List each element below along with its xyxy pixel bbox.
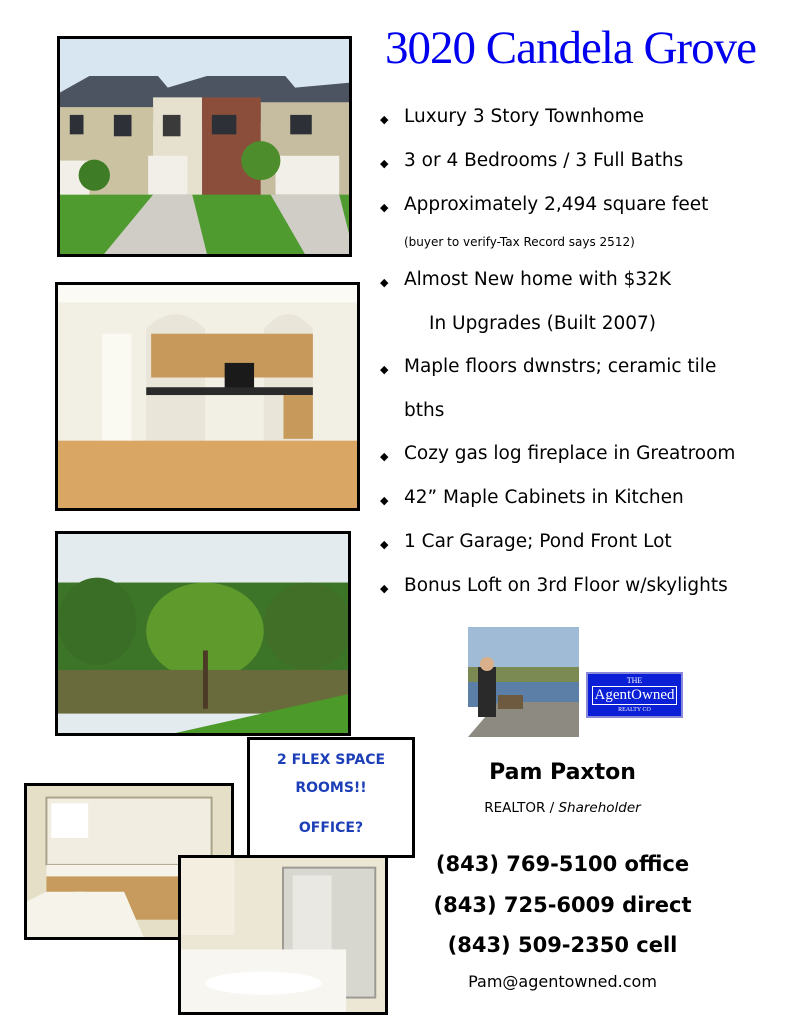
diamond-bullet-icon: ◆ xyxy=(380,450,389,463)
bathtub-shower-photo xyxy=(178,855,388,1015)
kitchen-interior-photo xyxy=(55,282,360,511)
diamond-bullet-icon: ◆ xyxy=(380,113,389,126)
townhome-exterior-photo xyxy=(57,36,352,257)
diamond-bullet-icon: ◆ xyxy=(380,494,389,507)
agentowned-realty-logo: THE AgentOwned REALTY CO xyxy=(586,672,683,718)
pond-lot-photo xyxy=(55,531,351,736)
listing-title: 3020 Candela Grove xyxy=(385,22,756,74)
diamond-bullet-icon: ◆ xyxy=(380,157,389,170)
diamond-bullet-icon: ◆ xyxy=(380,582,389,595)
flex-space-line-2: ROOMS!! xyxy=(295,780,367,796)
agent-name: Pam Paxton xyxy=(489,760,636,785)
diamond-bullet-icon: ◆ xyxy=(380,363,389,376)
diamond-bullet-icon: ◆ xyxy=(380,201,389,214)
phone-office[interactable]: (843) 769-5100 office xyxy=(435,852,690,876)
agent-email-link[interactable]: Pam@agentowned.com xyxy=(468,972,657,991)
phone-direct[interactable]: (843) 725-6009 direct xyxy=(433,893,692,917)
flex-space-line-3: OFFICE? xyxy=(298,820,364,836)
flex-space-callout xyxy=(247,737,415,858)
diamond-bullet-icon: ◆ xyxy=(380,276,389,289)
diamond-bullet-icon: ◆ xyxy=(380,538,389,551)
agent-role: REALTOR / Shareholder xyxy=(484,800,641,816)
agent-photo xyxy=(468,627,579,737)
flex-space-line-1: 2 FLEX SPACE xyxy=(276,752,386,768)
phone-cell[interactable]: (843) 509-2350 cell xyxy=(447,933,678,957)
